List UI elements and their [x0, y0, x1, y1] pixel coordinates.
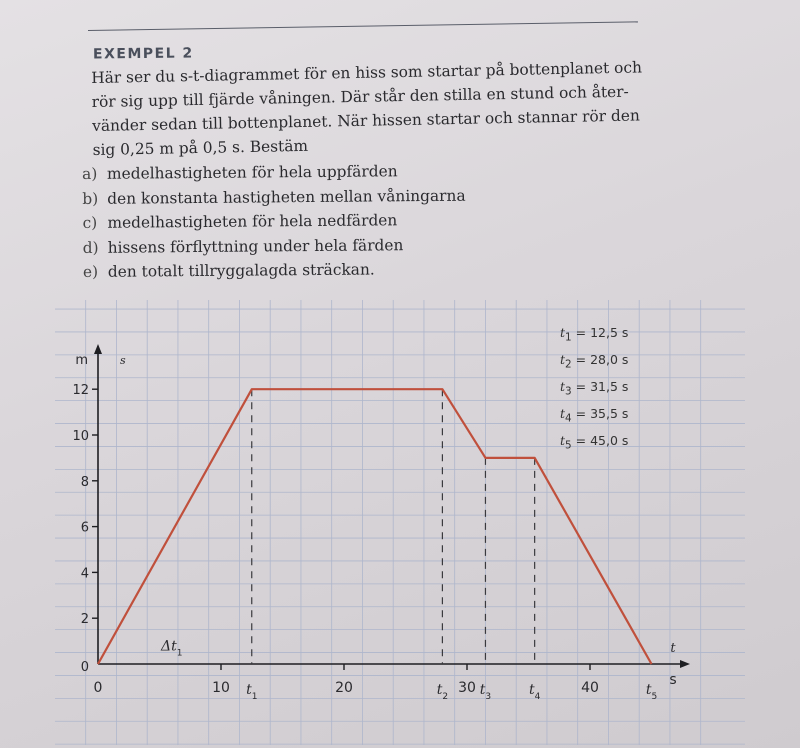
task-label: d) — [82, 238, 99, 257]
intro-line: sig 0,25 m på 0,5 s. Bestäm — [92, 136, 309, 159]
x-tick-label: 30 — [458, 680, 476, 696]
delta-t-annotation: $\Delta t_1$ — [161, 638, 183, 659]
time-marker-label: $t_3$ — [479, 682, 492, 702]
y-unit-label: m — [75, 353, 88, 368]
y-tick-label: 4 — [80, 566, 89, 582]
task-text: medelhastigheten för hela nedfärden — [107, 211, 398, 232]
x-tick-label: 10 — [212, 680, 230, 696]
example-heading: EXEMPEL 2 — [92, 45, 194, 63]
intro-line: vänder sedan till bottenplanet. När hissen startar och stannar rör den — [91, 106, 640, 135]
y-axis-label: s — [120, 354, 126, 367]
task-label: e) — [82, 262, 99, 281]
legend-row-t3: $t_3 = 31,5$ s — [560, 379, 629, 398]
y-tick-label: 2 — [80, 612, 89, 628]
x-tick-label: 0 — [93, 680, 103, 696]
y-axis-arrow — [94, 344, 102, 354]
legend-row-t2: $t_2 = 28,0$ s — [560, 352, 629, 371]
y-tick-label: 10 — [72, 429, 89, 444]
task-label: c) — [82, 213, 98, 232]
y-tick-label: 0 — [80, 660, 89, 675]
y-tick-label: 12 — [72, 383, 89, 399]
y-tick-label: 8 — [80, 474, 89, 490]
task-text: medelhastigheten för hela uppfärden — [106, 162, 398, 183]
grid — [55, 300, 745, 745]
task-text: hissens förflyttning under hela färden — [107, 235, 404, 257]
time-marker-label: $t_1$ — [246, 682, 258, 702]
legend-row-t4: $t_4 = 35,5$ s — [560, 406, 629, 425]
x-tick-label: 20 — [335, 680, 353, 696]
task-text: den totalt tillryggalagda sträckan. — [107, 260, 375, 281]
x-tick-label: 40 — [581, 680, 599, 696]
intro-line: Här ser du s-t-diagrammet för en hiss som startar på bottenplanet och — [91, 58, 643, 87]
legend-row-t5: $t_5 = 45,0$ s — [560, 433, 629, 452]
y-tick-label: 6 — [80, 520, 89, 536]
legend-row-t1: $t_1 = 12,5$ s — [560, 325, 629, 344]
task-text: den konstanta hastigheten mellan våningarna — [107, 186, 466, 208]
legend — [560, 322, 628, 457]
x-axis-arrow — [680, 660, 690, 668]
time-marker-label: $t_2$ — [436, 682, 449, 702]
time-marker-label: $t_5$ — [645, 682, 658, 702]
task-label: a) — [82, 164, 98, 183]
task-label: b) — [82, 189, 99, 208]
x-axis-label: t — [670, 641, 676, 656]
intro-line: rör sig upp till fjärde våningen. Där står den stilla en stund och åter- — [91, 82, 629, 111]
x-unit-label: s — [669, 672, 677, 688]
time-marker-label: $t_4$ — [528, 682, 541, 702]
